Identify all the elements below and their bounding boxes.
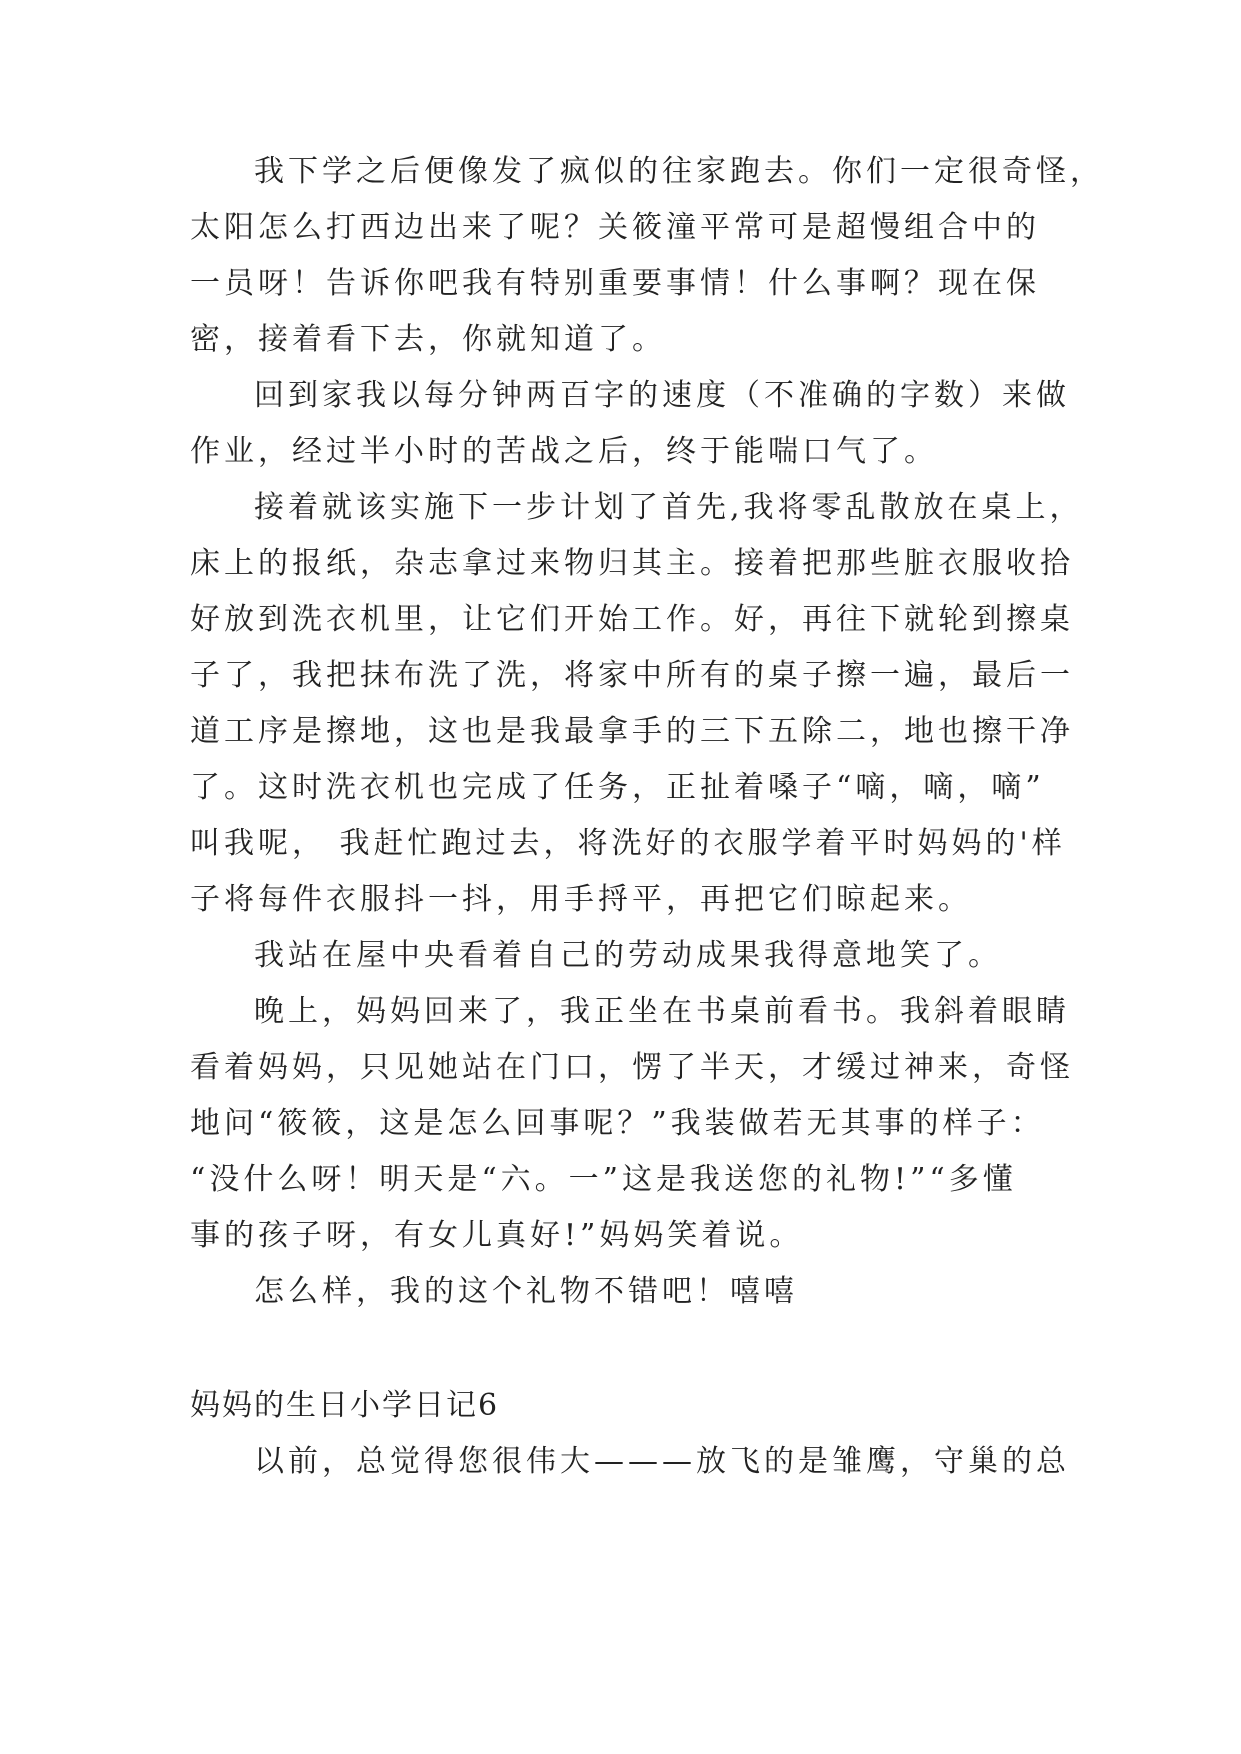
next-paragraph-line-1: 以前，总觉得您很伟大———放飞的是雏鹰，守巢的总 xyxy=(254,1444,1070,1479)
paragraph-5-line-2: 看着妈妈，只见她站在门口，愣了半天，才缓过神来，奇怪 xyxy=(190,1050,1074,1085)
paragraph-1-line-2: 太阳怎么打西边出来了呢？关筱潼平常可是超慢组合中的 xyxy=(190,210,1040,245)
paragraph-3-line-2: 床上的报纸，杂志拿过来物归其主。接着把那些脏衣服收拾 xyxy=(190,546,1074,581)
paragraph-1-line-1: 我下学之后便像发了疯似的往家跑去。你们一定很奇怪， xyxy=(254,154,1104,189)
section-heading: 妈妈的生日小学日记6 xyxy=(190,1388,500,1423)
paragraph-4-line-1: 我站在屋中央看着自己的劳动成果我得意地笑了。 xyxy=(254,938,1002,973)
paragraph-5-line-1: 晚上，妈妈回来了，我正坐在书桌前看书。我斜着眼睛 xyxy=(254,994,1070,1029)
paragraph-1-line-4: 密，接着看下去，你就知道了。 xyxy=(190,322,666,357)
paragraph-3-line-8: 子将每件衣服抖一抖，用手捋平，再把它们晾起来。 xyxy=(190,882,972,917)
paragraph-6-line-1: 怎么样，我的这个礼物不错吧！嘻嘻 xyxy=(254,1274,798,1309)
paragraph-3-line-5: 道工序是擦地，这也是我最拿手的三下五除二，地也擦干净 xyxy=(190,714,1074,749)
paragraph-5-line-3: 地问“筱筱，这是怎么回事呢？”我装做若无其事的样子： xyxy=(190,1106,1045,1141)
paragraph-5-line-5: 事的孩子呀，有女儿真好!”妈妈笑着说。 xyxy=(190,1218,804,1253)
paragraph-2-line-1: 回到家我以每分钟两百字的速度（不准确的字数）来做 xyxy=(254,378,1070,413)
paragraph-3-line-1: 接着就该实施下一步计划了首先,我将零乱散放在桌上， xyxy=(254,490,1084,525)
paragraph-1-line-3: 一员呀！告诉你吧我有特别重要事情！什么事啊？现在保 xyxy=(190,266,1040,301)
paragraph-5-line-4: “没什么呀！明天是“六。一”这是我送您的礼物!”“多懂 xyxy=(190,1162,1017,1197)
paragraph-3-line-3: 好放到洗衣机里，让它们开始工作。好，再往下就轮到擦桌 xyxy=(190,602,1074,637)
paragraph-3-line-7: 叫我呢， 我赶忙跑过去，将洗好的衣服学着平时妈妈的'样 xyxy=(190,826,1066,861)
paragraph-3-line-4: 子了，我把抹布洗了洗，将家中所有的桌子擦一遍，最后一 xyxy=(190,658,1074,693)
paragraph-2-line-2: 作业，经过半小时的苦战之后，终于能喘口气了。 xyxy=(190,434,938,469)
paragraph-3-line-6: 了。这时洗衣机也完成了任务，正扯着嗓子“嘀，嘀，嘀” xyxy=(190,770,1045,805)
